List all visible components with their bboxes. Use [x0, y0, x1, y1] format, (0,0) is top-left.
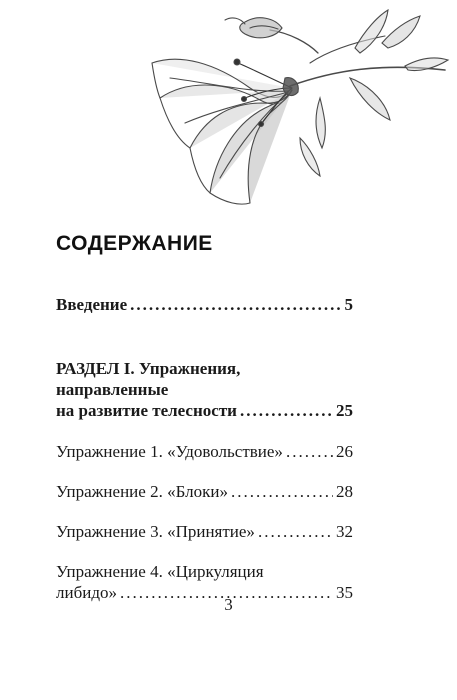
page-title: СОДЕРЖАНИЕ — [56, 232, 213, 255]
toc-entry-page: 25 — [336, 401, 353, 420]
toc-entry-title-cont: либидо» — [56, 583, 117, 602]
toc-entry-title: Упражнение 2. «Блоки» — [56, 482, 228, 501]
dot-leader — [240, 400, 333, 421]
toc-entry-title: Введение — [56, 295, 128, 314]
section-label: РАЗДЕЛ I. — [56, 359, 135, 378]
toc-entry-page: 28 — [336, 482, 353, 501]
table-of-contents — [56, 294, 353, 603]
toc-entry-exercise-1 — [56, 441, 353, 462]
toc-entry-title-line — [56, 358, 353, 400]
dot-leader — [286, 441, 333, 462]
toc-entry-exercise-2 — [56, 481, 353, 502]
flower-illustration — [150, 8, 450, 213]
dot-leader — [130, 294, 341, 315]
toc-entry-title-cont: на развитие телесности — [56, 401, 237, 420]
toc-entry-title: Упражнение 3. «Принятие» — [56, 522, 255, 541]
toc-entry-section-1 — [56, 358, 353, 421]
toc-entry-title: Упражнение 4. «Циркуляция — [56, 562, 264, 581]
dot-leader — [258, 521, 333, 542]
toc-entry-exercise-3 — [56, 521, 353, 542]
toc-entry-page: 32 — [336, 522, 353, 541]
toc-entry-page: 5 — [344, 295, 353, 314]
toc-entry-page: 35 — [336, 583, 353, 602]
toc-entry-title: Упражнение 1. «Удовольствие» — [56, 442, 283, 461]
toc-entry-title: Упражнения, направленные — [56, 359, 241, 399]
dot-leader — [231, 481, 333, 502]
toc-entry-page: 26 — [336, 442, 353, 461]
page-number: 3 — [224, 595, 233, 614]
toc-entry-introduction — [56, 294, 353, 315]
